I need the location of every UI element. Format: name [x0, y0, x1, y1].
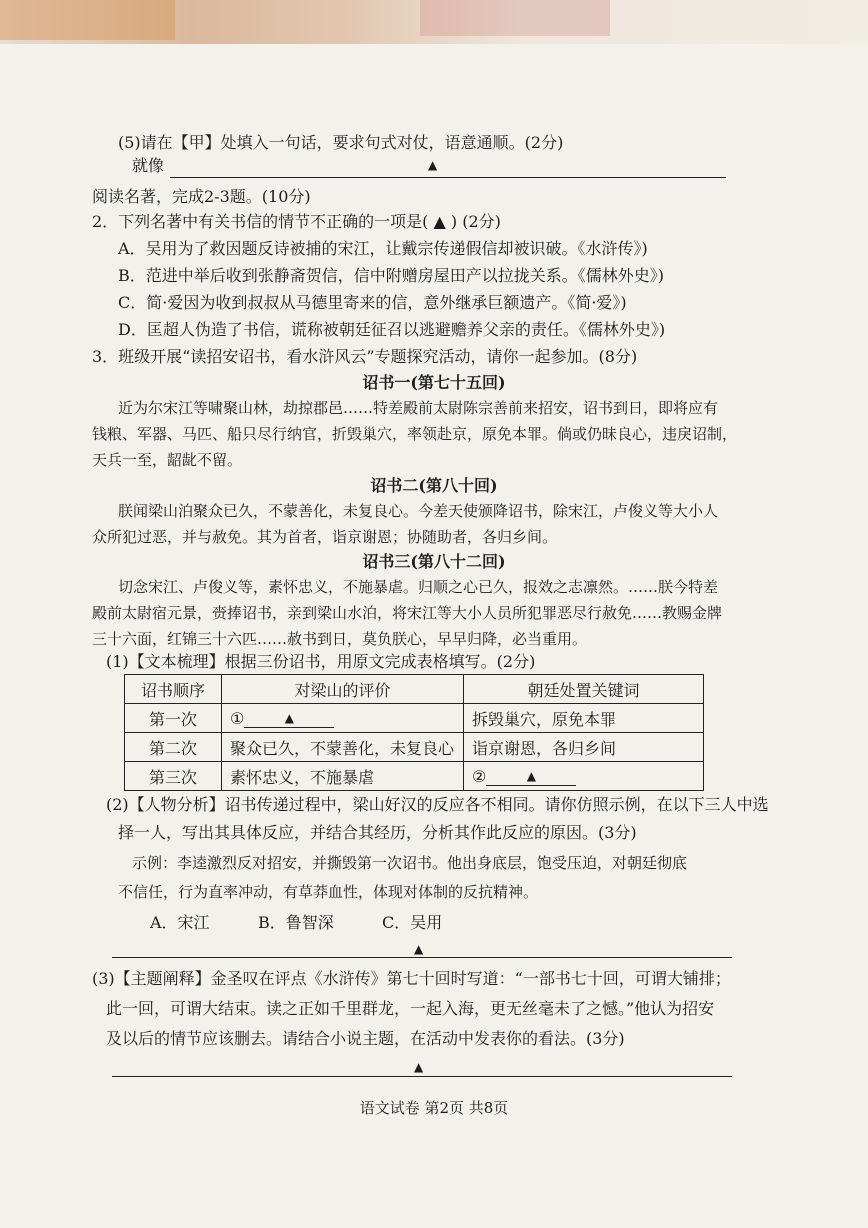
q5-prefix: 就像: [132, 156, 165, 175]
table-cell-blank[interactable]: [464, 762, 704, 791]
table-row: [125, 762, 704, 791]
edict1-line: 钱粮、军器、马匹、船只尽行纳官，折毁巢穴，率领赴京，原免本罪。倘或仍昧良心，违戾诏制，: [92, 425, 738, 443]
answer-line[interactable]: [112, 957, 732, 958]
table-cell: 拆毁巢穴，原免本罪: [464, 704, 704, 733]
choice-c: C．吴用: [382, 913, 443, 932]
edict3-line: 切念宋江、卢俊义等，素怀忠义，不施暴虐。归顺之心已久，报效之志凛然。……朕今特差: [118, 578, 719, 596]
blank-number: ①: [230, 708, 245, 728]
q2-option-a: A．吴用为了救因题反诗被捕的宋江，让戴宗传递假信却被识破。《水浒传》): [118, 239, 648, 258]
edict3-title: 诏书三(第八十二回): [362, 552, 506, 571]
edict1-title: 诏书一(第七十五回): [362, 373, 506, 392]
q2-option-c: C．简·爱因为收到叔叔从马德里寄来的信，意外继承巨额遗产。《简·爱》): [118, 293, 627, 312]
answer-blank[interactable]: ▲: [486, 767, 576, 786]
scan-smudge: [0, 0, 175, 40]
table-row: [125, 733, 704, 762]
q3-stem: 3．班级开展“读招安诏书，看水浒风云”专题探究活动，请你一起参加。(8分): [92, 347, 638, 366]
edict3-line: 殿前太尉宿元景，赍捧诏书，亲到梁山水泊，将宋江等大小人员所犯罪恶尽行赦免……教赐金牌: [92, 604, 723, 622]
table-cell-blank[interactable]: [222, 704, 464, 733]
q3-sub2: 择一人，写出其具体反应，并结合其经历，分析其作此反应的原因。(3分): [118, 823, 637, 842]
q2-stem: 2．下列名著中有关书信的情节不正确的一项是( ▲ ) (2分): [92, 212, 501, 231]
answer-line[interactable]: [112, 1076, 732, 1077]
edict2-title: 诏书二(第八十回): [370, 476, 498, 495]
edict1-line: 天兵一至，龆龀不留。: [92, 451, 243, 469]
scan-smudge: [420, 0, 610, 36]
choice-b: B．鲁智深: [258, 913, 334, 932]
answer-line[interactable]: [170, 177, 726, 178]
scan-top-edge: [0, 0, 868, 44]
table-header: 对梁山的评价: [222, 675, 464, 704]
answer-blank[interactable]: ▲: [244, 709, 334, 728]
q2-option-b: B．范进中举后收到张静斋贺信，信中附赠房屋田产以拉拢关系。《儒林外史》): [118, 266, 665, 285]
table-row: [125, 704, 704, 733]
table-cell: 诣京谢恩，各归乡间: [464, 733, 704, 762]
example-text: 示例：李逵激烈反对招安，并撕毁第一次诏书。他出身底层，饱受压迫，对朝廷彻底: [132, 854, 688, 872]
edict1-line: 近为尔宋江等啸聚山林，劫掠郡邑……特差殿前太尉陈宗善前来招安，诏书到日，即将应有: [118, 399, 719, 417]
blank-number: ②: [472, 766, 487, 786]
reading-intro: 阅读名著，完成2-3题。(10分): [92, 187, 311, 206]
table-cell: 第三次: [125, 762, 222, 791]
answer-mark: ▲: [428, 158, 438, 172]
example-text: 不信任，行为直率冲动，有草莽血性，体现对体制的反抗精神。: [118, 883, 539, 901]
edict2-line: 众所犯过恶，并与赦免。其为首者，诣京谢恩；协随助者，各归乡间。: [92, 528, 558, 546]
q3-sub2: (2)【人物分析】诏书传递过程中，梁山好汉的反应各不相同。请你仿照示例，在以下三人中选: [106, 795, 769, 814]
choice-a: A．宋江: [150, 913, 210, 932]
table-header: 诏书顺序: [125, 675, 222, 704]
table-cell: 素怀忠义，不施暴虐: [222, 762, 464, 791]
q3-sub3: 此一回，可谓大结束。读之正如千里群龙，一起入海，更无丝毫未了之憾。”他认为招安: [106, 999, 715, 1018]
answer-table: [124, 674, 704, 791]
table-cell: 第一次: [125, 704, 222, 733]
q3-sub3: 及以后的情节应该删去。请结合小说主题，在活动中发表你的看法。(3分): [106, 1029, 625, 1048]
table-header: 朝廷处置关键词: [464, 675, 704, 704]
page-footer: 语文试卷 第2页 共8页: [359, 1099, 509, 1117]
answer-mark: ▲: [414, 1060, 424, 1074]
q5-text: (5)请在【甲】处填入一句话，要求句式对仗，语意通顺。(2分): [118, 133, 564, 152]
table-cell: 第二次: [125, 733, 222, 762]
q3-sub3: (3)【主题阐释】金圣叹在评点《水浒传》第七十回时写道：“一部书七十回，可谓大铺排；: [92, 969, 731, 988]
q2-option-d: D．匡超人伪造了书信，谎称被朝廷征召以逃避赡养父亲的责任。《儒林外史》): [118, 320, 666, 339]
answer-mark: ▲: [414, 942, 424, 956]
table-header-row: [125, 675, 704, 704]
edict3-line: 三十六面，红锦三十六匹……赦书到日，莫负朕心，早早归降，必当重用。: [92, 630, 588, 648]
edict2-line: 朕闻梁山泊聚众已久，不蒙善化，未复良心。今差天使颁降诏书，除宋江，卢俊义等大小人: [118, 502, 719, 520]
q3-sub1: (1)【文本梳理】根据三份诏书，用原文完成表格填写。(2分): [106, 652, 536, 671]
table-cell: 聚众已久，不蒙善化，未复良心: [222, 733, 464, 762]
